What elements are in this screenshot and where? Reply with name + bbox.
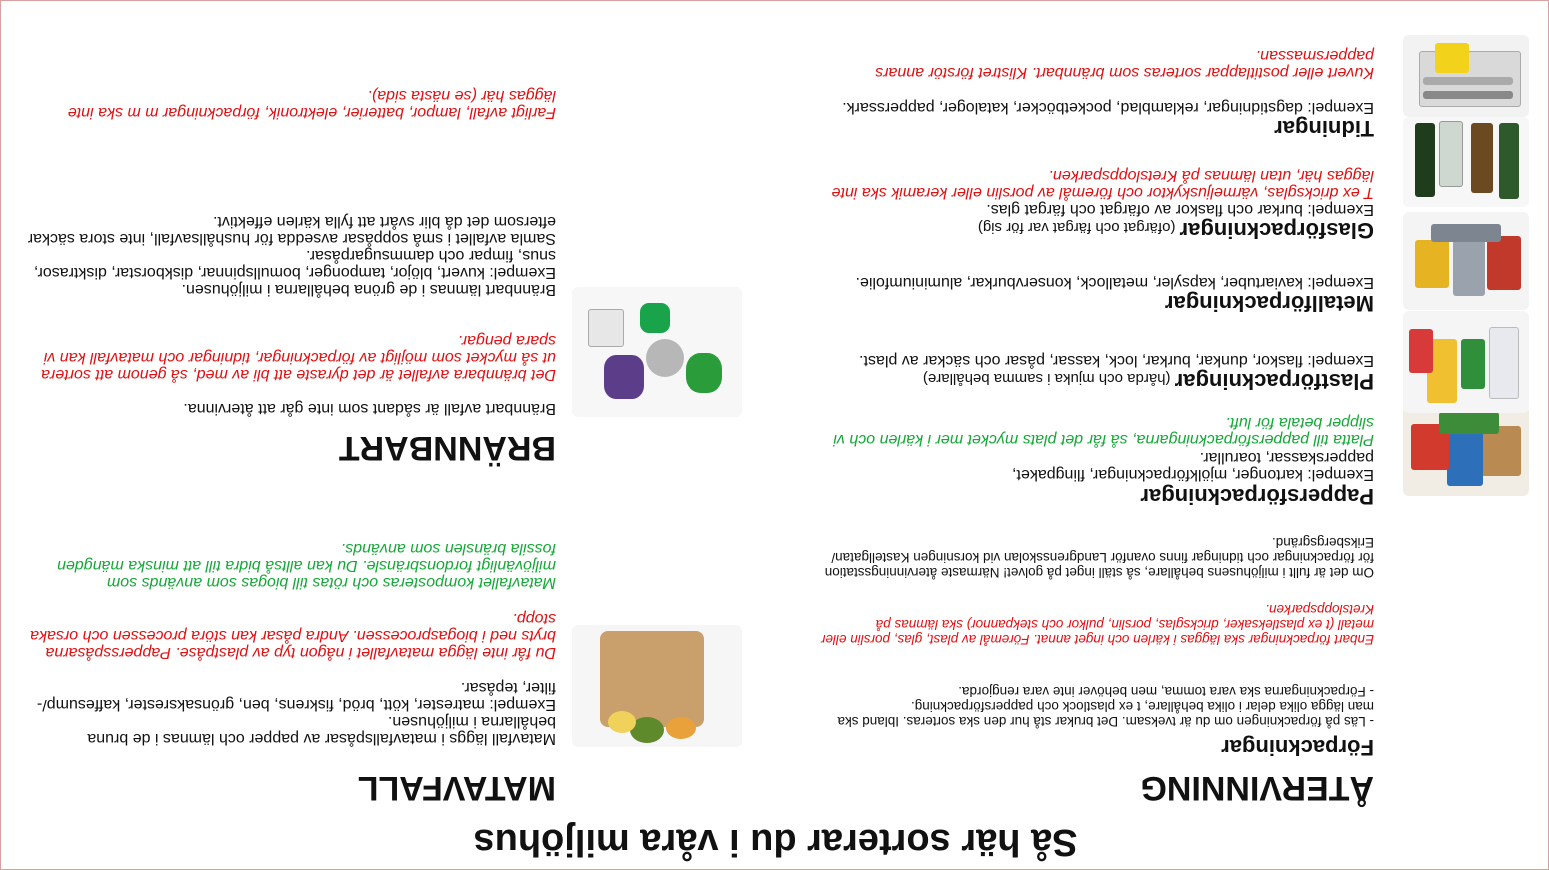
matavfall-text: Matavfall läggs i matavfallspåsar av papper och lämnas i de bruna behållarna i miljöhusen. Exempel: matrester, kött, bröd, fiskrens, ben, grönsaksrester, kaffesump/-filter, tepåsar. [36, 679, 556, 747]
brannbart-text: Brännbart lämnas i de gröna behållarna i miljöhusen. Exempel: kuvert, blöjor, tamponger, bomullspinnar, diskborstar, disktrasor, snus, fimpar och dammsugarpåsar. Samla avfallet i små soppåsar avsedda för hushållsavfall, inte stora säckar eftersom det då blir svårt att fylla kärlen effektivt. [27, 213, 556, 298]
forpackningar-warning: Enbart förpackningar ska läggas i kärlen och inget annat. Föremål av plast, glas, porslin eller metall (t ex plastleksaker, dricksglas, porslin, pulkor och stekpannor) ska lämnas på Kretsloppsparken. [820, 602, 1374, 647]
paper-packaging-image [1403, 406, 1529, 496]
plastforpackningar-note: (hårda och mjuka i samma behållare) [922, 370, 1175, 387]
heading-atervinning: ÅTERVINNING [1140, 769, 1374, 807]
glass-packaging-image [1403, 117, 1529, 207]
rotated-page-content [1, 1, 1549, 870]
brannbart-cost-note: Det brännbara avfallet är det dyraste att bli av med, så genom att sortera ut så mycket som möjligt av förpackningar, tidningar och matavfall kan vi spara pengar. [41, 332, 556, 383]
matavfall-warning: Du får inte lägga matavfallet i någon typ av plastpåse. Pappersspåsarna bryts ned i biogasprocessen. Andra påsar kan störa processen och orsaka stopp. [30, 610, 556, 661]
glasforpackningar-note: (ofärgat och färgat var för sig) [977, 219, 1180, 236]
heading-pappersforpackningar: Pappersförpackningar [1140, 484, 1374, 509]
tidningar-text: Exempel: dagstidningar, reklamblad, pocketböcker, kataloger, papperssark. [842, 99, 1374, 116]
heading-metallforpackningar: Metallförpackningar [1164, 291, 1374, 316]
pappersforpackningar-text: Exempel: kartonger, mjölkförpackningar, flingpaket, papperskassar, toarullar. [1012, 449, 1374, 483]
metal-packaging-image [1403, 212, 1529, 310]
plastforpackningar-text: Exempel: flaskor, dunkar, burkar, lock, kassar, påsar och säckar av plast. [859, 352, 1374, 369]
page-title: Så här sorterar du i våra miljöhus [473, 821, 1078, 863]
tidningar-warning: Kuvert eller postitlappar sorteras som brännbart. Klistret förstör annars pappersmassan. [875, 47, 1374, 81]
matavfall-info: Matavfallet komposteras och rötas till biogas som används som miljövänligt fordonsbränsle. Du kan alltså bidra till att minska mängden fossila bränslen som används. [57, 540, 556, 591]
brannbart-intro: Brännbart avfall är sådant som inte går att återvinna. [183, 400, 556, 417]
heading-plastforpackningar [923, 368, 1374, 394]
glasforpackningar-warning: T ex dricksglas, värmeljuskyktor och föremål av porslin eller keramik ska inte läggas här, utan lämnas på Kretsloppsparken. [831, 167, 1374, 201]
heading-matavfall: MATAVFALL [357, 769, 556, 807]
heading-forpackningar: Förpackningar [1221, 735, 1374, 760]
forpackningar-info: Om det är fullt i miljöhusens behållare, så ställ inget på golvet! Närmaste återvinningsstation för förpackningar och tidningar finns ovanför Landgrensskolan vid korsningen Kastellgatan/ Eriksbergsgränd. [824, 535, 1374, 580]
heading-glasforpackningar [978, 217, 1374, 243]
glasforpackningar-title: Glasförpackningar [1179, 218, 1374, 243]
heading-brannbart: BRÄNNBART [338, 429, 556, 467]
plastforpackningar-title: Plastförpackningar [1174, 369, 1374, 394]
combustible-waste-image [572, 287, 742, 417]
pappersforpackningar-tip: Platta till pappersförpackningarna, så får det plats mycket mer i kärlen och vi slipper betala för luft. [833, 414, 1374, 448]
brannbart-hazardous-note: Farligt avfall, lampor, batterier, elektronik, förpackningar m m ska inte läggas här (se nästa sida). [67, 87, 556, 121]
heading-tidningar: Tidningar [1274, 116, 1374, 141]
plastic-packaging-image [1403, 311, 1529, 413]
forpackningar-bullets: - Läs på förpackningen om du är tveksam. Det brukar stå hur den ska sorteras. Ibland ska man lägga olika delar i olika behållare, t ex plastlock och pappersförpackning. - Förpackningarna ska vara tomma, men behöver inte vara rengjorda. [837, 684, 1374, 729]
glasforpackningar-text: Exempel: burkar och flaskor av ofärgat och färgat glas. [986, 201, 1374, 218]
newspapers-image [1403, 35, 1529, 117]
metallforpackningar-text: Exempel: kaviartuber, kapsyler, metallock, konservburkar, aluminiumfolie. [855, 274, 1374, 291]
food-waste-bag-image [572, 625, 742, 747]
